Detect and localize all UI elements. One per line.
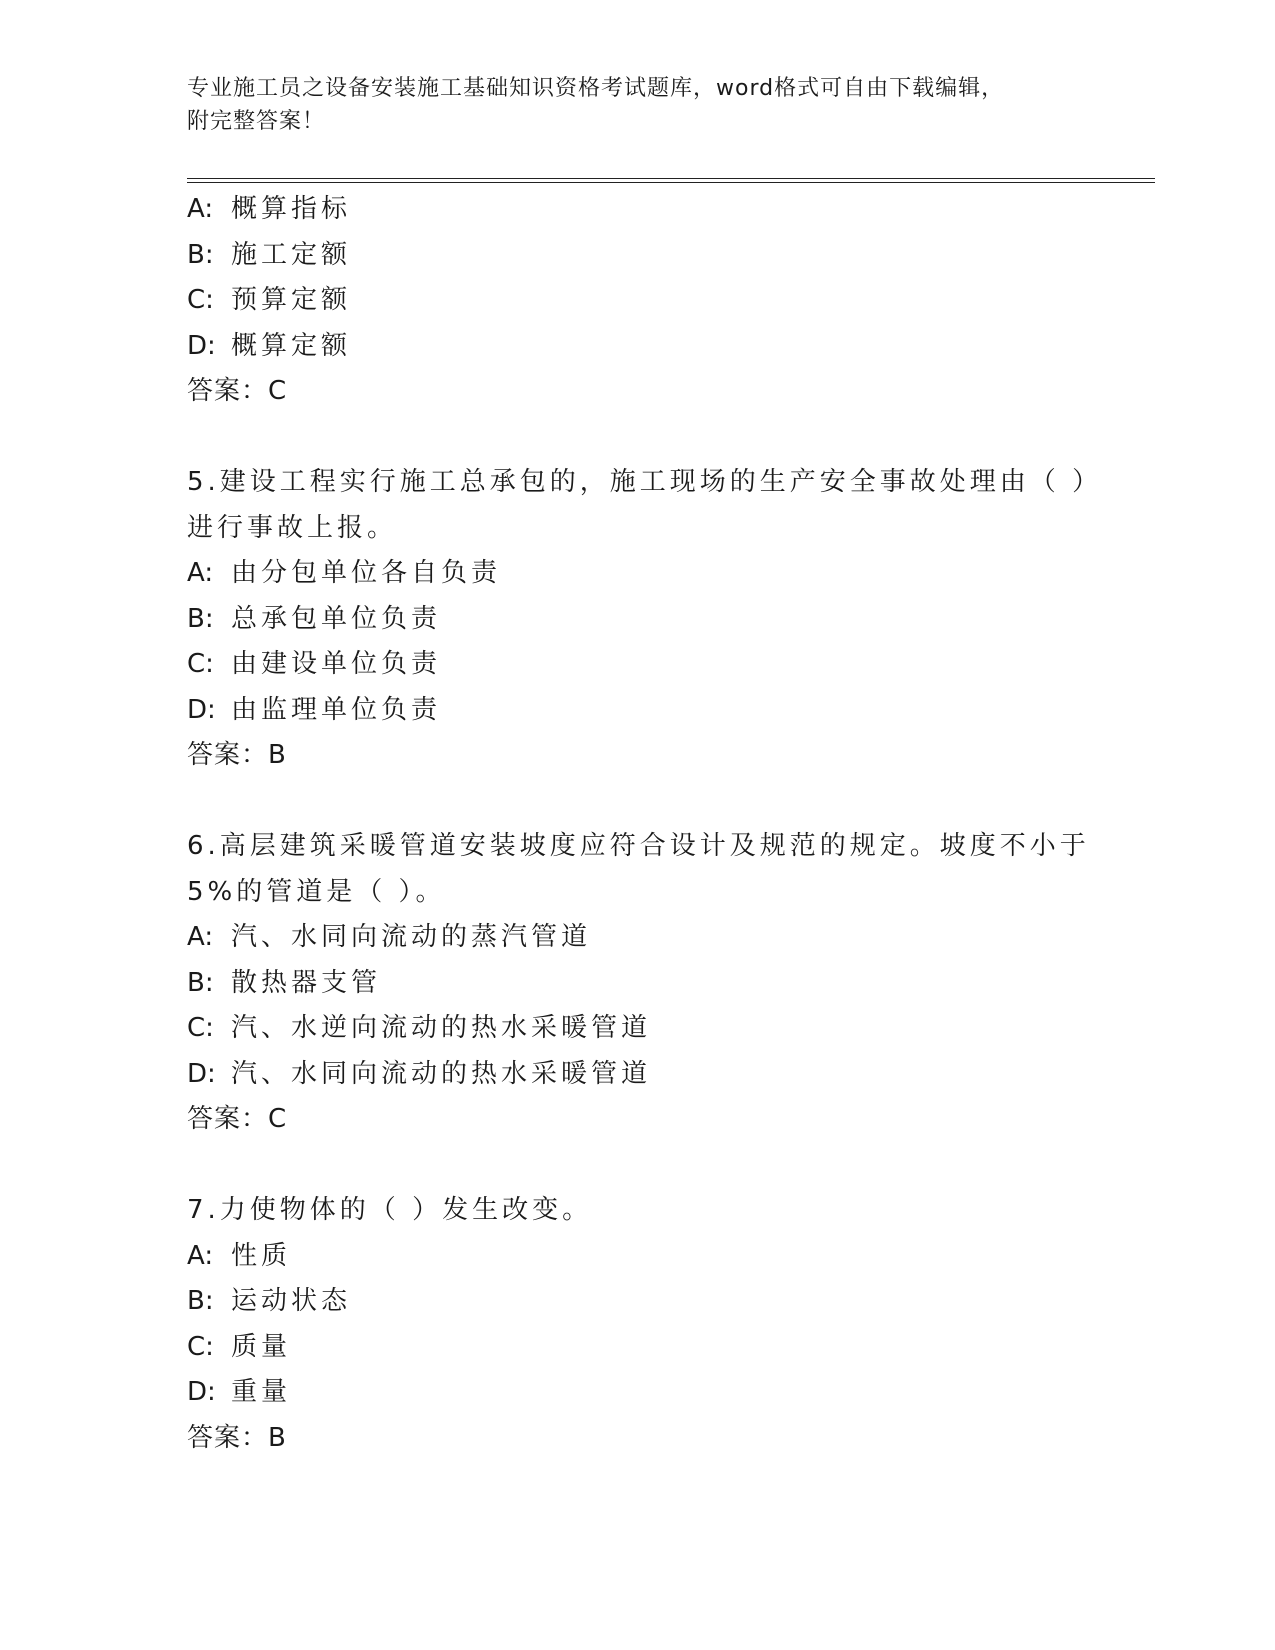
question-7 (187, 1188, 1107, 1461)
spacer (187, 779, 1107, 825)
option-text: 散热器支管 (231, 967, 382, 998)
option-b (187, 1279, 1107, 1325)
option-c (187, 1325, 1107, 1371)
option-letter: D: (187, 1377, 216, 1407)
option-text: 由监理单位负责 (231, 694, 442, 725)
option-text: 概算定额 (231, 330, 352, 361)
option-d (187, 688, 1107, 734)
option-letter: C: (187, 285, 214, 315)
question-6 (187, 824, 1107, 1143)
option-letter: C: (187, 1013, 214, 1043)
header-line-1: 专业施工员之设备安装施工基础知识资格考试题库，word格式可自由下载编辑， (187, 76, 1005, 101)
option-letter: B: (187, 1286, 214, 1316)
option-text: 性质 (231, 1240, 292, 1271)
answer-line: 答案：C (187, 1104, 288, 1134)
answer-line: 答案：B (187, 740, 287, 770)
option-letter: C: (187, 649, 214, 679)
option-c (187, 1006, 1107, 1052)
option-letter: D: (187, 694, 216, 725)
document-header (187, 72, 1107, 138)
question-stem-continued: 5%的管道是（ ）。 (187, 876, 446, 907)
question-4 (187, 187, 1107, 415)
option-text: 预算定额 (231, 285, 352, 315)
option-a (187, 915, 1107, 961)
question-stem-continued: 进行事故上报。 (187, 512, 398, 543)
option-letter: C: (187, 1331, 214, 1362)
option-text: 由分包单位各自负责 (231, 558, 502, 588)
option-text: 施工定额 (231, 239, 352, 270)
option-letter: D: (187, 1058, 216, 1089)
option-text: 概算指标 (231, 194, 352, 224)
option-text: 汽、水同向流动的热水采暖管道 (231, 1058, 652, 1089)
option-text: 质量 (231, 1331, 292, 1362)
option-b (187, 961, 1107, 1007)
option-a (187, 551, 1107, 597)
header-divider (187, 178, 1155, 183)
option-d (187, 1052, 1107, 1098)
option-b (187, 233, 1107, 279)
option-a (187, 1234, 1107, 1280)
option-letter: B: (187, 239, 214, 270)
option-letter: A: (187, 1240, 214, 1271)
option-letter: A: (187, 922, 214, 952)
option-c (187, 278, 1107, 324)
option-c (187, 642, 1107, 688)
option-letter: B: (187, 967, 214, 998)
option-text: 重量 (231, 1377, 292, 1407)
answer-line: 答案：B (187, 1422, 287, 1453)
question-stem: 7.力使物体的（ ）发生改变。 (187, 1195, 593, 1225)
spacer (187, 415, 1107, 461)
option-letter: A: (187, 194, 214, 224)
option-text: 汽、水同向流动的蒸汽管道 (231, 922, 592, 952)
option-d (187, 1370, 1107, 1416)
answer-line: 答案：C (187, 376, 288, 406)
question-stem: 6.高层建筑采暖管道安装坡度应符合设计及规范的规定。坡度不小于 (187, 831, 1090, 861)
header-line-2: 附完整答案！ (187, 109, 326, 134)
option-d (187, 324, 1107, 370)
spacer (187, 1143, 1107, 1189)
question-stem: 5.建设工程实行施工总承包的，施工现场的生产安全事故处理由（ ） (187, 467, 1103, 497)
option-text: 汽、水逆向流动的热水采暖管道 (231, 1013, 652, 1043)
option-a (187, 187, 1107, 233)
option-letter: D: (187, 330, 216, 361)
question-list (187, 187, 1107, 1461)
question-5 (187, 460, 1107, 779)
option-text: 运动状态 (231, 1286, 352, 1316)
option-b (187, 597, 1107, 643)
option-letter: A: (187, 558, 214, 588)
option-text: 总承包单位负责 (231, 603, 442, 634)
option-letter: B: (187, 603, 214, 634)
option-text: 由建设单位负责 (231, 649, 442, 679)
